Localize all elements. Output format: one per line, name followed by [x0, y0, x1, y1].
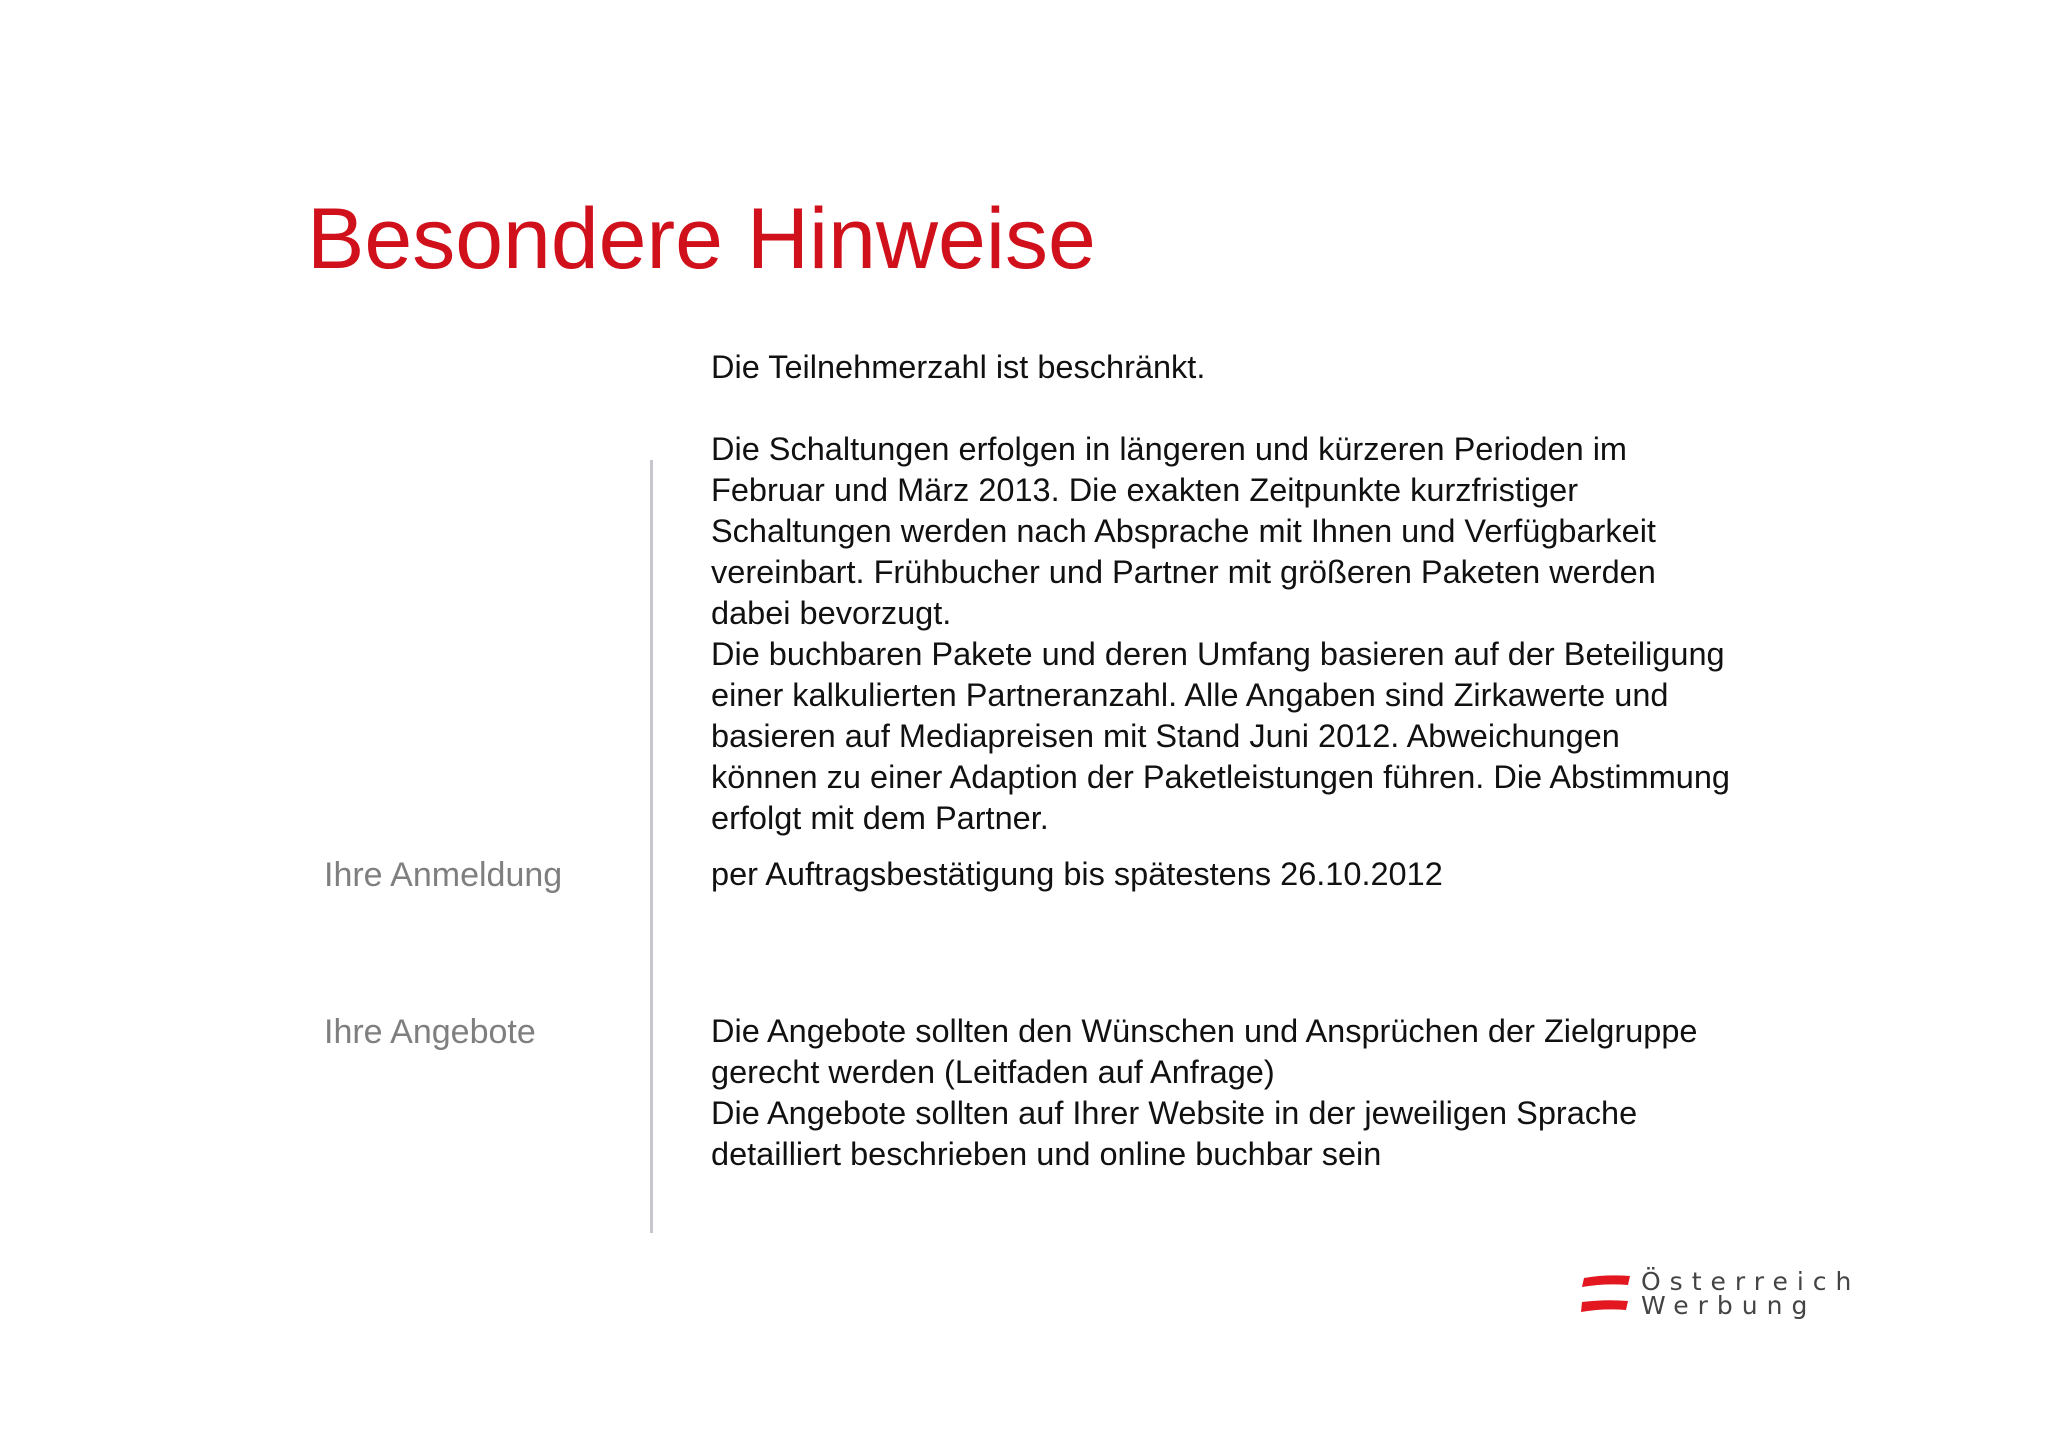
text-line: detailliert beschrieben und online buchbar sein	[711, 1136, 1382, 1172]
schaltungen-text	[711, 429, 1891, 839]
oesterreich-werbung-logo	[1580, 1267, 1861, 1330]
text-line: Die Schaltungen erfolgen in längeren und kürzeren Perioden im	[711, 431, 1627, 467]
label-anmeldung: Ihre Anmeldung	[324, 856, 563, 894]
text-line: können zu einer Adaption der Paketleistungen führen. Die Abstimmung	[711, 759, 1730, 795]
anmeldung-text	[711, 854, 1891, 895]
column-divider	[650, 460, 653, 1233]
text-line: erfolgt mit dem Partner.	[711, 800, 1049, 836]
text-line: per Auftragsbestätigung bis spätestens 26.10.2012	[711, 856, 1443, 892]
text-line: einer kalkulierten Partneranzahl. Alle Angaben sind Zirkawerte und	[711, 677, 1669, 713]
logo-wordmark	[1641, 1267, 1861, 1320]
text-line: vereinbart. Frühbucher und Partner mit größeren Paketen werden	[711, 554, 1656, 590]
austria-flag-icon	[1580, 1274, 1632, 1314]
text-line: Die Teilnehmerzahl ist beschränkt.	[711, 349, 1206, 385]
text-line: basieren auf Mediapreisen mit Stand Juni 2012. Abweichungen	[711, 718, 1620, 754]
text-line: dabei bevorzugt.	[711, 595, 952, 631]
text-line: Februar und März 2013. Die exakten Zeitpunkte kurzfristiger	[711, 472, 1579, 508]
text-line: Die Angebote sollten den Wünschen und Ansprüchen der Zielgruppe	[711, 1013, 1698, 1049]
intro-text	[711, 347, 1891, 388]
text-line: Die Angebote sollten auf Ihrer Website in der jeweiligen Sprache	[711, 1095, 1638, 1131]
label-angebote: Ihre Angebote	[324, 1013, 536, 1051]
page-title: Besondere Hinweise	[307, 191, 1096, 287]
text-line: gerecht werden (Leitfaden auf Anfrage)	[711, 1054, 1275, 1090]
angebote-text	[711, 1011, 1891, 1175]
logo-line-1: Österreich	[1641, 1267, 1861, 1296]
text-line: Schaltungen werden nach Absprache mit Ihnen und Verfügbarkeit	[711, 513, 1656, 549]
text-line: Die buchbaren Pakete und deren Umfang basieren auf der Beteiligung	[711, 636, 1725, 672]
logo-line-2: Werbung	[1641, 1291, 1817, 1320]
